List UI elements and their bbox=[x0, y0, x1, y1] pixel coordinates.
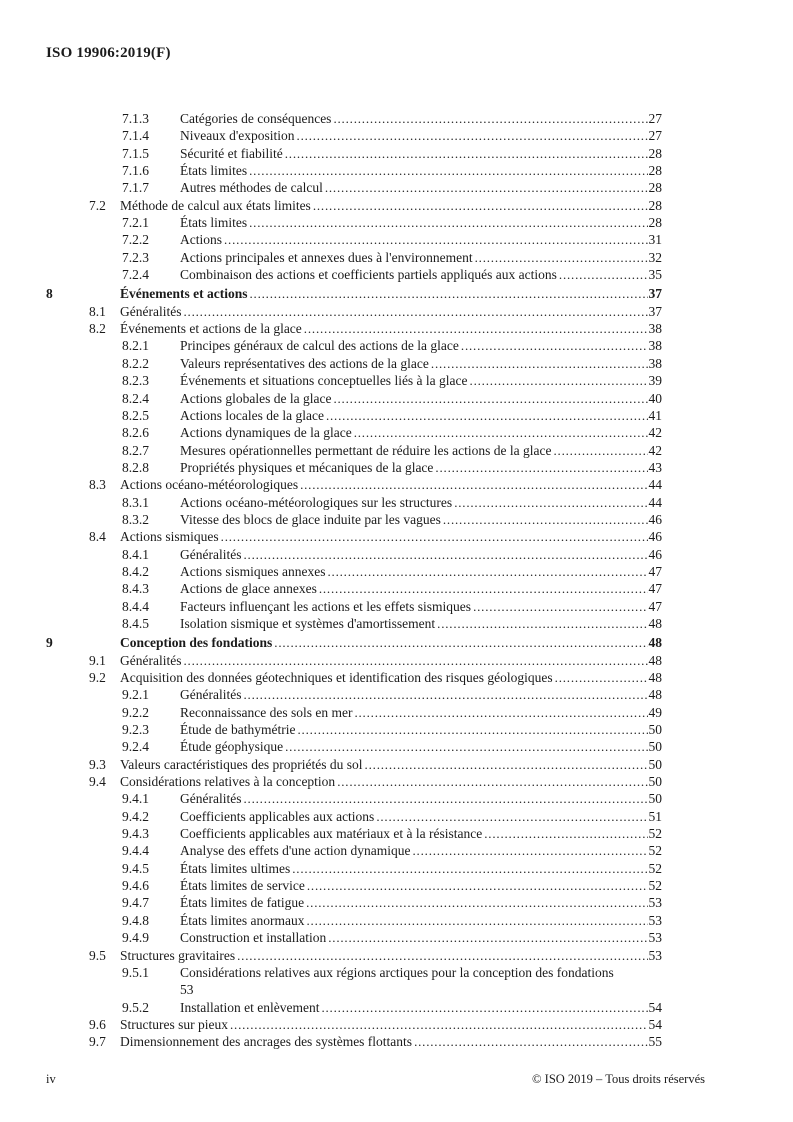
toc-entry-number: 7.2.2 bbox=[122, 232, 149, 248]
toc-entry-title: Vitesse des blocs de glace induite par les vagues bbox=[180, 511, 441, 527]
toc-entry bbox=[46, 756, 662, 773]
toc-entry-title: Actions principales et annexes dues à l'environnement bbox=[180, 249, 473, 265]
toc-entry bbox=[46, 127, 662, 144]
toc-entry-number: 9.6 bbox=[89, 1016, 106, 1032]
toc-entry bbox=[46, 494, 662, 511]
dot-leader bbox=[230, 1016, 648, 1033]
toc-entry-page: 44 bbox=[648, 494, 662, 510]
toc-entry-title: Isolation sismique et systèmes d'amortissement bbox=[180, 615, 436, 631]
toc-entry-page: 55 bbox=[648, 1034, 662, 1050]
dot-leader bbox=[243, 790, 647, 807]
toc-entry-number: 9.5 bbox=[89, 947, 106, 963]
toc-entry-title: Catégories de conséquences bbox=[180, 111, 332, 126]
toc-entry-title: États limites bbox=[180, 215, 248, 231]
toc-entry bbox=[46, 704, 662, 721]
dot-leader bbox=[470, 372, 648, 389]
toc-entry-title: Principes généraux de calcul des actions de la glace bbox=[180, 338, 459, 354]
dot-leader bbox=[274, 634, 647, 651]
dot-leader bbox=[431, 355, 648, 372]
toc-entry bbox=[46, 580, 662, 597]
toc-entry-title: Événements et actions bbox=[120, 286, 248, 302]
dot-leader bbox=[337, 773, 647, 790]
toc-entry-page: 47 bbox=[648, 581, 662, 597]
toc-entry-title: Méthode de calcul aux états limites bbox=[120, 197, 311, 213]
toc-entry bbox=[46, 303, 662, 320]
toc-entry bbox=[46, 1033, 662, 1050]
toc-entry-number: 7.1.7 bbox=[122, 180, 149, 196]
toc-entry-title: Actions sismiques annexes bbox=[180, 563, 326, 579]
toc-entry bbox=[46, 669, 662, 686]
toc-entry-page: 46 bbox=[648, 511, 662, 527]
toc-entry-page: 39 bbox=[648, 373, 662, 389]
dot-leader bbox=[473, 598, 647, 615]
toc-entry bbox=[46, 546, 662, 563]
toc-entry bbox=[46, 390, 662, 407]
page-footer bbox=[46, 1072, 705, 1087]
toc-entry-number: 9.5.2 bbox=[122, 999, 149, 1015]
toc-entry-title: Acquisition des données géotechniques et identification des risques géologiques bbox=[120, 670, 553, 685]
toc-entry-page: 28 bbox=[648, 180, 662, 196]
toc-entry-title: Conception des fondations bbox=[120, 635, 273, 651]
toc-entry-page: 54 bbox=[648, 1016, 662, 1032]
dot-leader bbox=[183, 303, 647, 320]
toc-entry-title: Considérations relatives à la conception bbox=[120, 774, 336, 790]
toc-entry-title: Sécurité et fiabilité bbox=[180, 145, 283, 161]
dot-leader bbox=[327, 563, 647, 580]
toc-entry-title: Considérations relatives aux régions arctiques pour la conception des fondations bbox=[180, 964, 614, 980]
toc-entry-number: 8.2.7 bbox=[122, 442, 149, 458]
toc-entry-title: Actions de glace annexes bbox=[180, 581, 317, 597]
toc-entry-number: 9.4.9 bbox=[122, 930, 149, 946]
toc-entry-page: 37 bbox=[648, 286, 662, 302]
toc-entry-page: 27 bbox=[648, 111, 662, 126]
dot-leader bbox=[249, 162, 647, 179]
toc-entry-title: Coefficients applicables aux matériaux et à la résistance bbox=[180, 826, 483, 842]
toc-entry-number: 8.2.1 bbox=[122, 338, 149, 354]
dot-leader bbox=[461, 337, 648, 354]
toc-entry-number: 7.1.3 bbox=[122, 111, 149, 126]
page-number: iv bbox=[46, 1072, 56, 1086]
dot-leader bbox=[319, 580, 648, 597]
toc-entry-page: 38 bbox=[648, 321, 662, 337]
toc-entry-number: 8.2.4 bbox=[122, 390, 149, 406]
dot-leader bbox=[243, 546, 647, 563]
dot-leader bbox=[237, 947, 647, 964]
toc-entry bbox=[46, 790, 662, 807]
toc-entry-page: 28 bbox=[648, 197, 662, 213]
toc-entry-page: 42 bbox=[648, 425, 662, 441]
toc-entry bbox=[46, 947, 662, 964]
toc-entry-page: 38 bbox=[648, 338, 662, 354]
toc-entry-title: Actions océano-météorologiques bbox=[120, 477, 299, 493]
dot-leader bbox=[328, 929, 647, 946]
dot-leader bbox=[553, 442, 647, 459]
dot-leader bbox=[484, 825, 647, 842]
toc-entry-number: 9.2 bbox=[89, 670, 106, 685]
dot-leader bbox=[304, 320, 648, 337]
toc-entry-number: 9.7 bbox=[89, 1034, 106, 1050]
toc-entry-number: 9.4.3 bbox=[122, 826, 149, 842]
toc-entry-title: États limites bbox=[180, 163, 248, 179]
toc-entry-title: Analyse des effets d'une action dynamique bbox=[180, 843, 411, 859]
toc-entry bbox=[46, 214, 662, 231]
toc-entry-number: 9.4.2 bbox=[122, 808, 149, 824]
toc-entry bbox=[46, 773, 662, 790]
dot-leader bbox=[224, 231, 648, 248]
toc-entry-number: 8.1 bbox=[89, 303, 106, 319]
toc-entry-page: 28 bbox=[648, 215, 662, 231]
toc-entry-title: États limites de fatigue bbox=[180, 895, 305, 911]
dot-leader bbox=[414, 1033, 647, 1050]
dot-leader bbox=[285, 738, 647, 755]
toc-entry bbox=[46, 825, 662, 842]
toc-entry-title: Autres méthodes de calcul bbox=[180, 180, 323, 196]
toc-entry bbox=[46, 738, 662, 755]
toc-entry bbox=[46, 929, 662, 946]
toc-entry-number: 7.2.1 bbox=[122, 215, 149, 231]
toc-entry-number: 8.2.8 bbox=[122, 459, 149, 475]
toc-entry-page: 50 bbox=[648, 722, 662, 738]
toc-entry-number: 8.4 bbox=[89, 529, 106, 545]
toc-entry-page: 53 bbox=[648, 947, 662, 963]
toc-entry-page: 46 bbox=[648, 529, 662, 545]
toc-entry-page: 41 bbox=[648, 407, 662, 423]
toc-entry-page: 35 bbox=[648, 267, 662, 283]
dot-leader bbox=[333, 390, 647, 407]
toc-entry bbox=[46, 355, 662, 372]
toc-entry-title: Étude de bathymétrie bbox=[180, 722, 296, 738]
toc-entry-title: Structures gravitaires bbox=[120, 947, 236, 963]
toc-entry bbox=[46, 511, 662, 528]
toc-entry-title: Dimensionnement des ancrages des systèmes flottants bbox=[120, 1034, 413, 1050]
toc-entry-title: États limites ultimes bbox=[180, 860, 291, 876]
toc-entry-number: 9.4 bbox=[89, 774, 106, 790]
dot-leader bbox=[376, 808, 647, 825]
toc-entry bbox=[46, 337, 662, 354]
toc-entry-title: Actions dynamiques de la glace bbox=[180, 425, 352, 441]
dot-leader bbox=[435, 459, 647, 476]
toc-entry-number: 9.5.1 bbox=[122, 964, 149, 980]
toc-entry-title: Généralités bbox=[180, 546, 242, 562]
toc-entry-number: 7.2.3 bbox=[122, 249, 149, 265]
toc-entry bbox=[46, 598, 662, 615]
toc-entry-title: Généralités bbox=[180, 791, 242, 807]
toc-entry bbox=[46, 894, 662, 911]
toc-entry-title: Étude géophysique bbox=[180, 739, 284, 755]
toc-entry bbox=[46, 110, 662, 127]
toc-entry-title: Généralités bbox=[180, 687, 242, 703]
dot-leader bbox=[333, 110, 647, 127]
toc-entry-number: 8.4.1 bbox=[122, 546, 149, 562]
dot-leader bbox=[443, 511, 648, 528]
toc-entry bbox=[46, 686, 662, 703]
toc-entry bbox=[46, 285, 662, 302]
toc-entry-title: Valeurs caractéristiques des propriétés du sol bbox=[120, 756, 363, 772]
toc-entry bbox=[46, 320, 662, 337]
toc-entry bbox=[46, 652, 662, 669]
toc-entry-page: 43 bbox=[648, 459, 662, 475]
toc-entry-page: 52 bbox=[648, 878, 662, 894]
toc-entry-title: Généralités bbox=[120, 303, 182, 319]
toc-entry-page: 53 bbox=[648, 930, 662, 946]
toc-entry bbox=[46, 563, 662, 580]
toc-entry-page: 48 bbox=[648, 670, 662, 685]
dot-leader bbox=[292, 860, 647, 877]
toc-entry-page: 52 bbox=[648, 826, 662, 842]
dot-leader bbox=[454, 494, 647, 511]
toc-entry bbox=[46, 808, 662, 825]
toc-entry-number: 8 bbox=[46, 286, 53, 302]
toc-entry-page: 48 bbox=[648, 635, 662, 651]
toc-entry bbox=[46, 459, 662, 476]
dot-leader bbox=[307, 877, 648, 894]
toc-entry-title: Généralités bbox=[120, 652, 182, 668]
toc-entry-number: 9.4.5 bbox=[122, 860, 149, 876]
toc-entry-number: 8.4.4 bbox=[122, 598, 149, 614]
toc-entry bbox=[46, 615, 662, 632]
toc-entry-number: 9.4.4 bbox=[122, 843, 149, 859]
dot-leader bbox=[313, 197, 648, 214]
toc-entry-page: 48 bbox=[648, 687, 662, 703]
toc-entry-page: 54 bbox=[648, 999, 662, 1015]
dot-leader bbox=[354, 424, 648, 441]
dot-leader bbox=[354, 704, 647, 721]
toc-entry-title: Coefficients applicables aux actions bbox=[180, 808, 375, 824]
toc-entry-page: 47 bbox=[648, 563, 662, 579]
toc-entry bbox=[46, 231, 662, 248]
toc-entry-title: Reconnaissance des sols en mer bbox=[180, 704, 353, 720]
dot-leader bbox=[221, 528, 648, 545]
dot-leader bbox=[365, 756, 648, 773]
toc-entry bbox=[46, 407, 662, 424]
toc-entry bbox=[46, 1016, 662, 1033]
dot-leader bbox=[321, 999, 647, 1016]
toc-entry-page: 50 bbox=[648, 791, 662, 807]
toc-entry bbox=[46, 634, 662, 651]
page-header: ISO 19906:2019(F) bbox=[46, 45, 171, 61]
toc-entry-page: 44 bbox=[648, 477, 662, 493]
toc-entry-title: Actions bbox=[180, 232, 222, 248]
dot-leader bbox=[325, 179, 648, 196]
toc-entry-number: 8.3.1 bbox=[122, 494, 149, 510]
toc-entry-page: 52 bbox=[648, 843, 662, 859]
toc-entry-number: 7.1.4 bbox=[122, 128, 149, 144]
dot-leader bbox=[285, 145, 648, 162]
dot-leader bbox=[249, 285, 647, 302]
toc-entry-number: 8.4.2 bbox=[122, 563, 149, 579]
toc-entry-number: 7.2.4 bbox=[122, 267, 149, 283]
toc-entry-number: 7.1.6 bbox=[122, 163, 149, 179]
toc-entry-page: 50 bbox=[648, 774, 662, 790]
toc-entry-page: 38 bbox=[648, 355, 662, 371]
toc-entry bbox=[46, 179, 662, 196]
toc-entry-number: 7.1.5 bbox=[122, 145, 149, 161]
toc-entry-title: Structures sur pieux bbox=[120, 1016, 228, 1032]
dot-leader bbox=[306, 912, 647, 929]
toc-entry-number: 9.4.7 bbox=[122, 895, 149, 911]
dot-leader bbox=[300, 476, 647, 493]
toc-entry-page: 40 bbox=[648, 390, 662, 406]
toc-entry-title: États limites anormaux bbox=[180, 912, 305, 928]
toc-entry-page: 28 bbox=[648, 163, 662, 179]
toc-entry-number: 9.4.6 bbox=[122, 878, 149, 894]
dot-leader bbox=[559, 266, 648, 283]
toc-entry bbox=[46, 249, 662, 266]
dot-leader bbox=[243, 686, 647, 703]
toc-entry-page: 46 bbox=[648, 546, 662, 562]
dot-leader bbox=[413, 842, 648, 859]
toc-entry-number: 9.4.1 bbox=[122, 791, 149, 807]
toc-entry-page: 48 bbox=[648, 652, 662, 668]
toc-entry-page: 53 bbox=[648, 912, 662, 928]
toc-entry bbox=[46, 372, 662, 389]
toc-entry-page-line bbox=[46, 981, 662, 998]
dot-leader bbox=[297, 721, 647, 738]
toc-entry-number: 8.3.2 bbox=[122, 511, 149, 527]
toc-entry-number: 8.2.6 bbox=[122, 425, 149, 441]
toc-entry-title: Niveaux d'exposition bbox=[180, 128, 295, 144]
dot-leader bbox=[555, 669, 648, 686]
toc-entry bbox=[46, 999, 662, 1016]
toc-entry-page: 27 bbox=[648, 128, 662, 144]
toc-entry-page: 31 bbox=[648, 232, 662, 248]
toc-entry-page: 47 bbox=[648, 598, 662, 614]
toc-entry-number: 9.2.4 bbox=[122, 739, 149, 755]
toc-entry bbox=[46, 424, 662, 441]
dot-leader bbox=[249, 214, 647, 231]
dot-leader bbox=[183, 652, 647, 669]
toc-entry bbox=[46, 145, 662, 162]
toc-entry bbox=[46, 860, 662, 877]
toc-entry-number: 9.4.8 bbox=[122, 912, 149, 928]
toc-entry-number: 9.1 bbox=[89, 652, 106, 668]
toc-entry-title: Événements et situations conceptuelles liés à la glace bbox=[180, 373, 468, 389]
toc-entry bbox=[46, 842, 662, 859]
table-of-contents bbox=[46, 110, 662, 1051]
toc-entry-number: 8.4.5 bbox=[122, 615, 149, 631]
toc-entry-number: 9 bbox=[46, 635, 53, 651]
toc-entry-number: 9.3 bbox=[89, 756, 106, 772]
toc-entry bbox=[46, 442, 662, 459]
toc-entry bbox=[46, 197, 662, 214]
toc-entry bbox=[46, 721, 662, 738]
toc-entry bbox=[46, 476, 662, 493]
toc-entry-page: 49 bbox=[648, 704, 662, 720]
toc-entry-number: 8.3 bbox=[89, 477, 106, 493]
toc-entry-number: 8.4.3 bbox=[122, 581, 149, 597]
toc-entry-page: 51 bbox=[648, 808, 662, 824]
toc-entry-title: États limites de service bbox=[180, 878, 305, 894]
toc-entry bbox=[46, 162, 662, 179]
dot-leader bbox=[475, 249, 648, 266]
toc-entry bbox=[46, 266, 662, 283]
copyright-notice: © ISO 2019 – Tous droits réservés bbox=[532, 1072, 705, 1086]
toc-entry-number: 9.2.2 bbox=[122, 704, 149, 720]
toc-entry-page: 32 bbox=[648, 249, 662, 265]
toc-entry-page: 53 bbox=[180, 982, 194, 998]
toc-entry-title: Facteurs influençant les actions et les effets sismiques bbox=[180, 598, 472, 614]
toc-entry-title: Propriétés physiques et mécaniques de la glace bbox=[180, 459, 434, 475]
toc-entry-number: 9.2.1 bbox=[122, 687, 149, 703]
toc-entry-page: 52 bbox=[648, 860, 662, 876]
toc-entry-page: 50 bbox=[648, 739, 662, 755]
toc-entry bbox=[46, 528, 662, 545]
toc-entry-page: 28 bbox=[648, 145, 662, 161]
toc-entry-number: 8.2.2 bbox=[122, 355, 149, 371]
toc-entry-page: 53 bbox=[648, 895, 662, 911]
dot-leader bbox=[297, 127, 648, 144]
toc-entry-page: 48 bbox=[648, 615, 662, 631]
toc-entry-title: Actions sismiques bbox=[120, 529, 219, 545]
toc-entry-title: Actions océano-météorologiques sur les structures bbox=[180, 494, 453, 510]
toc-entry-title: Valeurs représentatives des actions de la glace bbox=[180, 355, 429, 371]
toc-entry-page: 37 bbox=[648, 303, 662, 319]
toc-entry-number: 9.2.3 bbox=[122, 722, 149, 738]
toc-entry bbox=[46, 964, 662, 981]
toc-entry-title: Mesures opérationnelles permettant de réduire les actions de la glace bbox=[180, 442, 552, 458]
dot-leader bbox=[306, 894, 647, 911]
toc-entry-number: 7.2 bbox=[89, 197, 106, 213]
toc-entry-page: 50 bbox=[648, 756, 662, 772]
toc-entry-number: 8.2 bbox=[89, 321, 106, 337]
toc-entry-title: Actions locales de la glace bbox=[180, 407, 324, 423]
toc-entry-page: 42 bbox=[648, 442, 662, 458]
toc-entry-title: Construction et installation bbox=[180, 930, 327, 946]
toc-entry bbox=[46, 877, 662, 894]
toc-entry-number: 8.2.5 bbox=[122, 407, 149, 423]
toc-entry bbox=[46, 912, 662, 929]
dot-leader bbox=[437, 615, 647, 632]
toc-entry-title: Actions globales de la glace bbox=[180, 390, 332, 406]
toc-entry-title: Événements et actions de la glace bbox=[120, 321, 302, 337]
toc-entry-number: 8.2.3 bbox=[122, 373, 149, 389]
dot-leader bbox=[326, 407, 648, 424]
toc-entry-title: Installation et enlèvement bbox=[180, 999, 320, 1015]
toc-entry-title: Combinaison des actions et coefficients partiels appliqués aux actions bbox=[180, 267, 557, 283]
